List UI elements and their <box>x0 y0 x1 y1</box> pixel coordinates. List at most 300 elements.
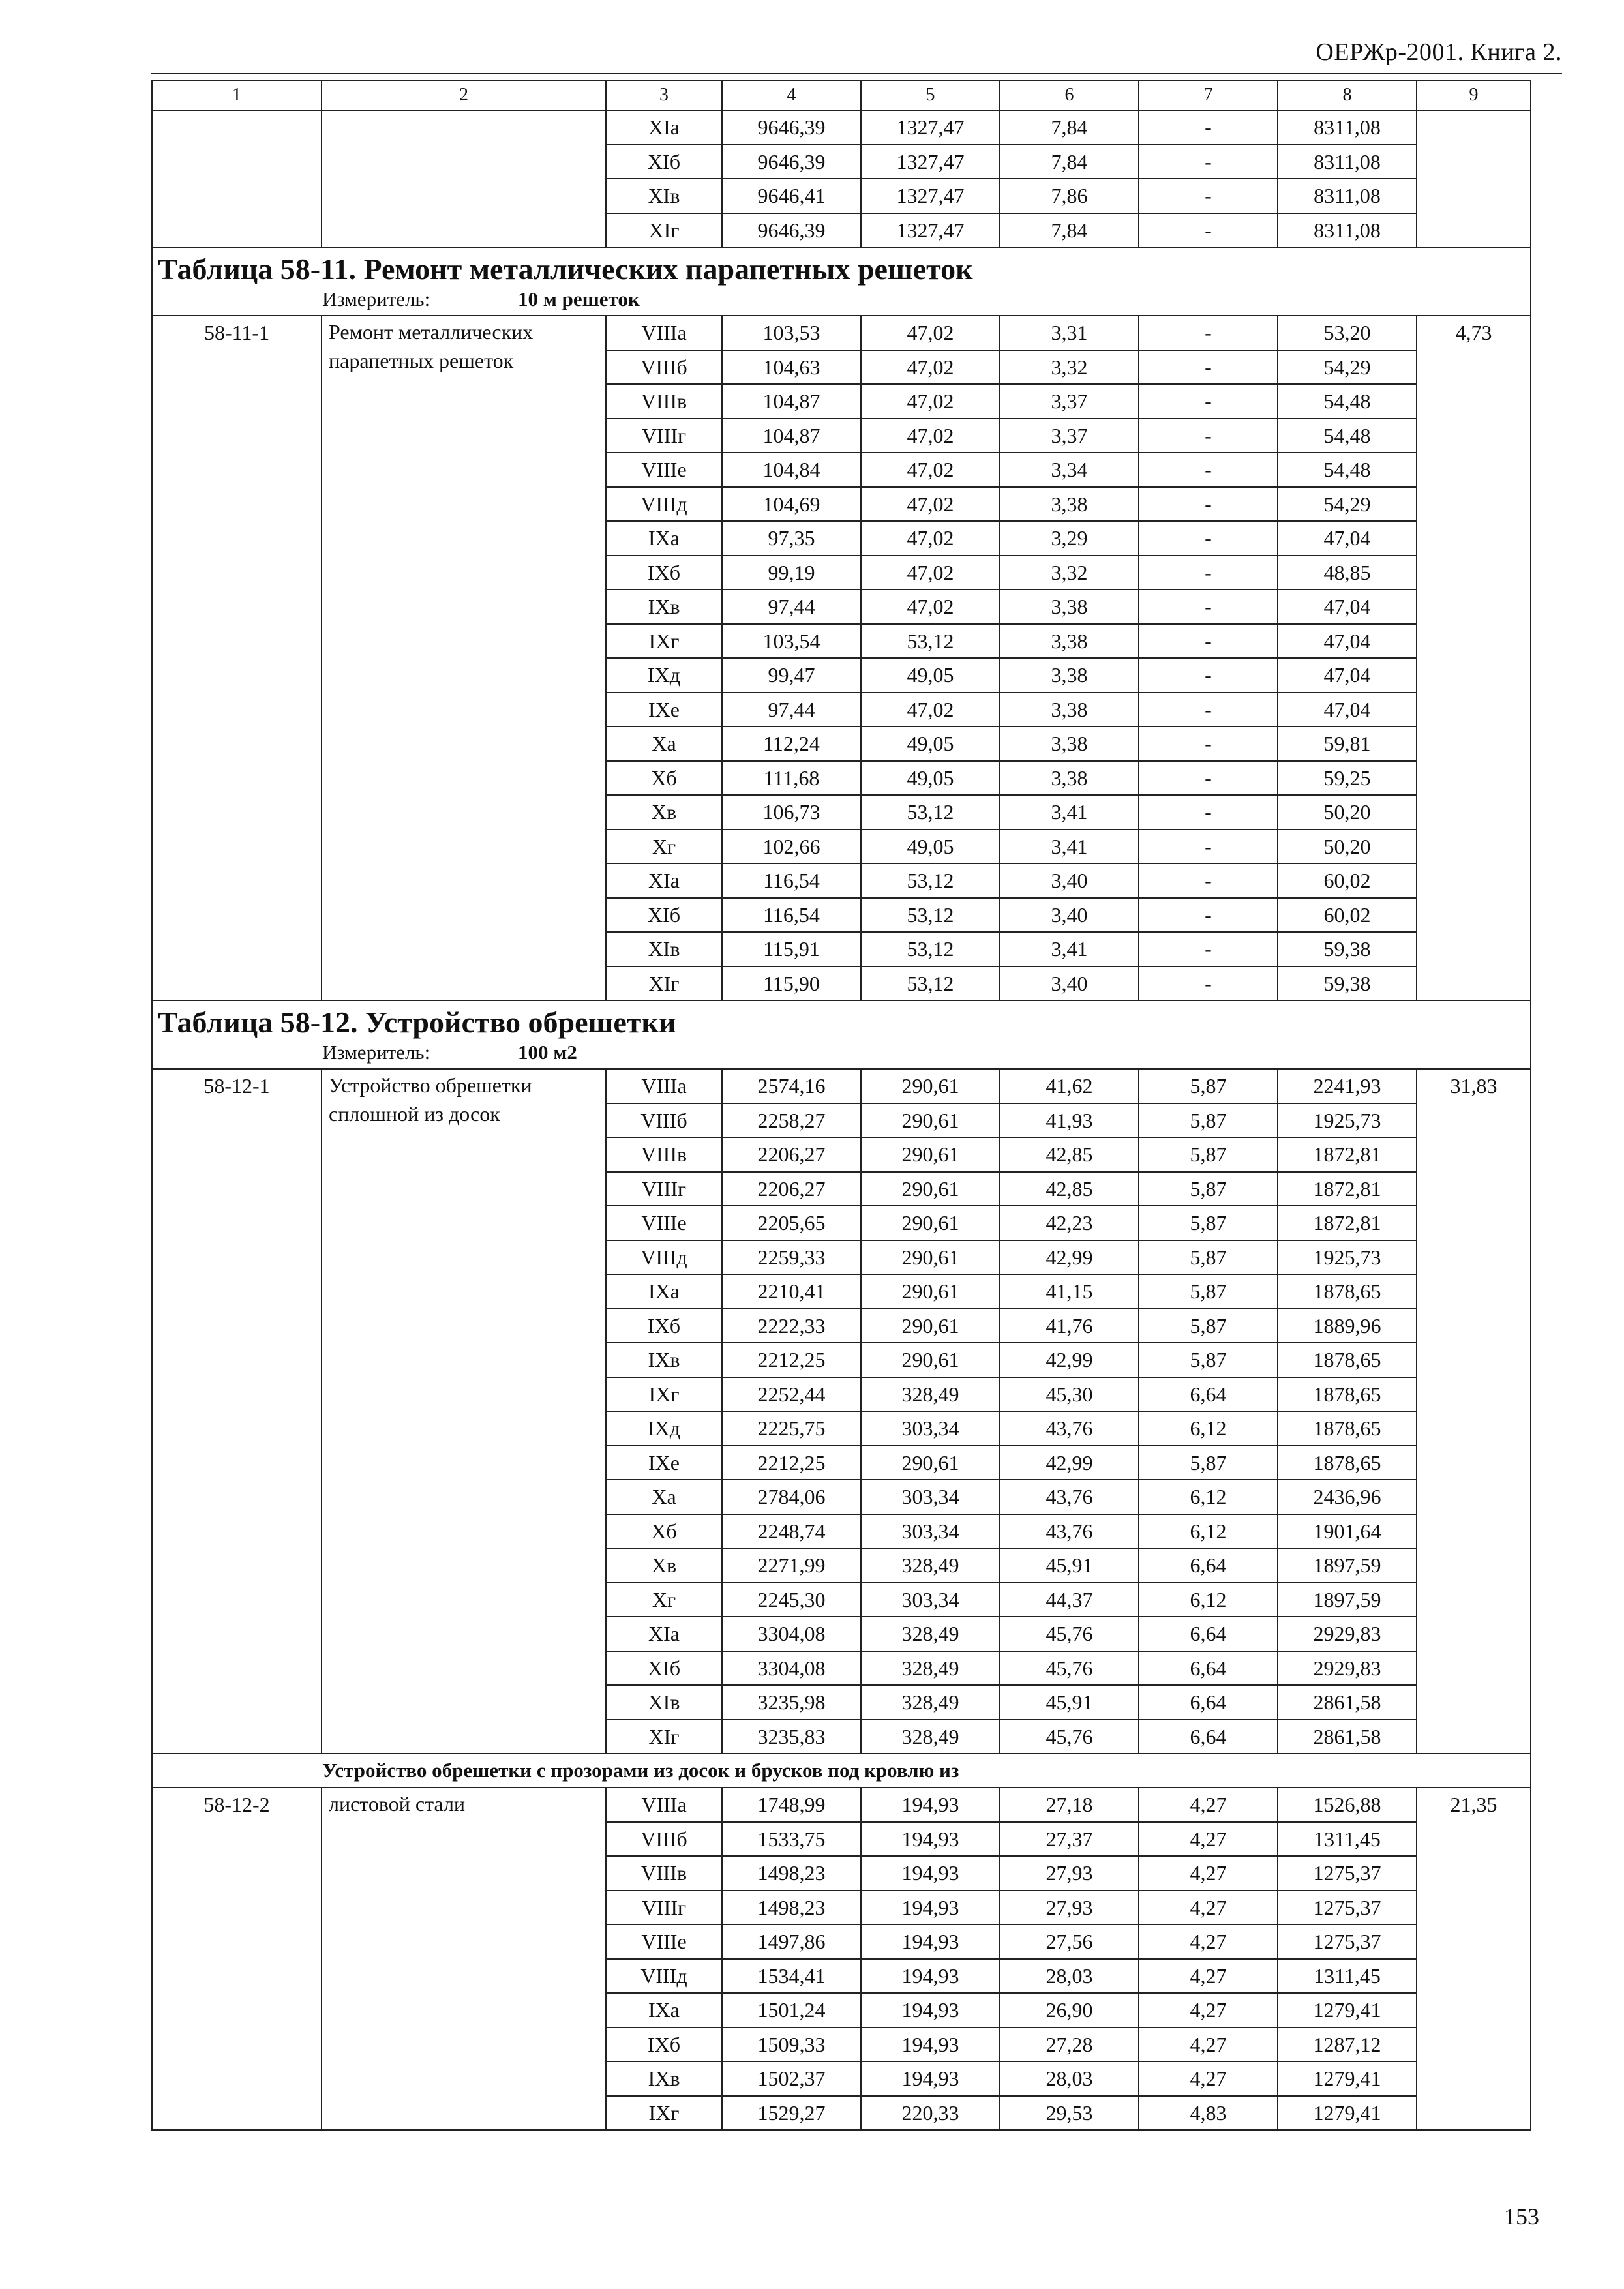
table-cell: 1533,75 <box>722 1822 861 1857</box>
table-cell: 49,05 <box>861 658 1000 693</box>
table-cell: 60,02 <box>1278 898 1417 933</box>
table-cell: IXе <box>606 693 722 727</box>
table-cell: 1502,37 <box>722 2061 861 2096</box>
table-cell: XIб <box>606 898 722 933</box>
table-cell: 2861,58 <box>1278 1720 1417 1754</box>
table-cell: IXа <box>606 521 722 556</box>
table-cell: 53,12 <box>861 863 1000 898</box>
table-cell: 1311,45 <box>1278 1822 1417 1857</box>
table-cell: XIа <box>606 863 722 898</box>
table-cell: VIIIб <box>606 1822 722 1857</box>
table-cell: 220,33 <box>861 2096 1000 2131</box>
table-cell: 2206,27 <box>722 1172 861 1206</box>
table-cell: 27,93 <box>1000 1891 1139 1925</box>
table-cell: 41,15 <box>1000 1274 1139 1309</box>
table-cell: 43,76 <box>1000 1480 1139 1514</box>
table-cell: 42,99 <box>1000 1343 1139 1377</box>
table-cell: 45,91 <box>1000 1685 1139 1720</box>
row-col9: 21,35 <box>1417 1788 1531 2130</box>
table-cell: 194,93 <box>861 2061 1000 2096</box>
table-cell: - <box>1139 795 1278 830</box>
table-cell: XIг <box>606 966 722 1001</box>
table-cell: 9646,39 <box>722 110 861 145</box>
row-col9: 31,83 <box>1417 1069 1531 1754</box>
table-cell: 47,04 <box>1278 590 1417 624</box>
table-cell: 1878,65 <box>1278 1377 1417 1412</box>
table-cell: 290,61 <box>861 1274 1000 1309</box>
table-cell: IXд <box>606 1411 722 1446</box>
table-cell: XIг <box>606 213 722 248</box>
table-cell: 2248,74 <box>722 1514 861 1549</box>
table-title: Таблица 58-11. Ремонт металлических парапетных решеток <box>158 252 973 286</box>
table-cell: 7,84 <box>1000 110 1139 145</box>
table-row <box>152 316 1531 350</box>
table-cell: 97,44 <box>722 590 861 624</box>
row-description-empty <box>322 110 606 247</box>
table-cell: 97,44 <box>722 693 861 727</box>
table-cell: 47,02 <box>861 350 1000 385</box>
table-cell: 53,12 <box>861 932 1000 966</box>
table-cell: - <box>1139 590 1278 624</box>
table-cell: 3304,08 <box>722 1617 861 1651</box>
table-cell: VIIIв <box>606 1137 722 1172</box>
row-code: 58-11-1 <box>152 316 322 1000</box>
table-cell: 1311,45 <box>1278 1959 1417 1994</box>
table-cell: 4,27 <box>1139 1822 1278 1857</box>
table-cell: 1534,41 <box>722 1959 861 1994</box>
table-cell: 6,12 <box>1139 1514 1278 1549</box>
table-cell: IXв <box>606 2061 722 2096</box>
table-cell: 41,76 <box>1000 1309 1139 1343</box>
table-cell: 1872,81 <box>1278 1137 1417 1172</box>
table-cell: 43,76 <box>1000 1514 1139 1549</box>
table-row <box>152 1788 1531 1822</box>
table-cell: 2861,58 <box>1278 1685 1417 1720</box>
table-cell: 4,27 <box>1139 1891 1278 1925</box>
table-cell: 27,28 <box>1000 2027 1139 2062</box>
table-cell: 4,27 <box>1139 2027 1278 2062</box>
table-cell: 3235,98 <box>722 1685 861 1720</box>
table-cell: VIIIе <box>606 453 722 487</box>
table-cell: Xг <box>606 1583 722 1617</box>
table-cell: Xв <box>606 795 722 830</box>
table-cell: - <box>1139 726 1278 761</box>
table-cell: 60,02 <box>1278 863 1417 898</box>
table-cell: 103,54 <box>722 624 861 659</box>
table-cell: - <box>1139 693 1278 727</box>
table-cell: 5,87 <box>1139 1137 1278 1172</box>
column-number-row <box>152 80 1531 110</box>
table-cell: 3,31 <box>1000 316 1139 350</box>
table-cell: 1748,99 <box>722 1788 861 1822</box>
table-cell: 7,86 <box>1000 179 1139 213</box>
table-cell: 290,61 <box>861 1309 1000 1343</box>
table-cell: 290,61 <box>861 1172 1000 1206</box>
table-cell: 47,04 <box>1278 521 1417 556</box>
table-cell: 106,73 <box>722 795 861 830</box>
table-cell: IXа <box>606 1993 722 2027</box>
table-cell: 290,61 <box>861 1137 1000 1172</box>
table-cell: 47,02 <box>861 693 1000 727</box>
table-cell: - <box>1139 384 1278 419</box>
subheading-row <box>152 1754 1531 1788</box>
table-cell: 1327,47 <box>861 110 1000 145</box>
table-cell: 1889,96 <box>1278 1309 1417 1343</box>
table-cell: 3,41 <box>1000 932 1139 966</box>
table-cell: 47,04 <box>1278 693 1417 727</box>
column-number: 3 <box>606 80 722 110</box>
table-cell: 2206,27 <box>722 1137 861 1172</box>
table-cell: 1497,86 <box>722 1924 861 1959</box>
table-cell: XIг <box>606 1720 722 1754</box>
table-cell: 45,76 <box>1000 1617 1139 1651</box>
table-cell: - <box>1139 521 1278 556</box>
table-cell: 2205,65 <box>722 1206 861 1240</box>
table-cell: XIв <box>606 179 722 213</box>
table-cell: 290,61 <box>861 1446 1000 1480</box>
column-number: 8 <box>1278 80 1417 110</box>
table-cell: 41,93 <box>1000 1103 1139 1138</box>
table-cell: 6,64 <box>1139 1685 1278 1720</box>
table-cell: - <box>1139 863 1278 898</box>
table-cell: Xа <box>606 1480 722 1514</box>
table-cell: 27,56 <box>1000 1924 1139 1959</box>
table-cell: 328,49 <box>861 1720 1000 1754</box>
table-cell: 290,61 <box>861 1343 1000 1377</box>
section-58-12 <box>152 1000 1531 1069</box>
table-cell: 5,87 <box>1139 1446 1278 1480</box>
table-cell: Xб <box>606 761 722 796</box>
subheading-text: Устройство обрешетки с прозорами из досок и брусков под кровлю из <box>322 1759 959 1782</box>
column-number: 9 <box>1417 80 1531 110</box>
table-cell: 43,76 <box>1000 1411 1139 1446</box>
table-cell: 2929,83 <box>1278 1651 1417 1686</box>
table-cell: - <box>1139 110 1278 145</box>
table-cell: 303,34 <box>861 1411 1000 1446</box>
table-cell: 104,63 <box>722 350 861 385</box>
table-cell: - <box>1139 316 1278 350</box>
table-cell: 47,02 <box>861 384 1000 419</box>
table-cell: 3,41 <box>1000 830 1139 864</box>
table-cell: IXг <box>606 624 722 659</box>
table-cell: 1925,73 <box>1278 1103 1417 1138</box>
table-cell: VIIIе <box>606 1206 722 1240</box>
table-cell: 4,27 <box>1139 1993 1278 2027</box>
table-cell: IXд <box>606 658 722 693</box>
table-cell: 1327,47 <box>861 213 1000 248</box>
table-cell: VIIIа <box>606 316 722 350</box>
table-cell: 1897,59 <box>1278 1583 1417 1617</box>
table-cell: 3304,08 <box>722 1651 861 1686</box>
table-cell: 1901,64 <box>1278 1514 1417 1549</box>
table-cell: 328,49 <box>861 1548 1000 1583</box>
table-cell: 3,40 <box>1000 898 1139 933</box>
table-cell: - <box>1139 556 1278 590</box>
table-cell: - <box>1139 453 1278 487</box>
table-cell: 3,38 <box>1000 658 1139 693</box>
table-cell: 1529,27 <box>722 2096 861 2131</box>
header-rule <box>151 73 1562 74</box>
table-cell: 5,87 <box>1139 1103 1278 1138</box>
table-cell: 104,87 <box>722 419 861 453</box>
table-cell: 1872,81 <box>1278 1206 1417 1240</box>
table-cell: 5,87 <box>1139 1206 1278 1240</box>
table-cell: 2210,41 <box>722 1274 861 1309</box>
table-cell: 328,49 <box>861 1651 1000 1686</box>
table-cell: VIIIд <box>606 1959 722 1994</box>
column-number: 5 <box>861 80 1000 110</box>
table-cell: 290,61 <box>861 1206 1000 1240</box>
column-number: 7 <box>1139 80 1278 110</box>
table-cell: 194,93 <box>861 1924 1000 1959</box>
table-cell: 53,12 <box>861 624 1000 659</box>
row-col9: 4,73 <box>1417 316 1531 1000</box>
table-cell: - <box>1139 932 1278 966</box>
section-heading <box>152 247 1531 316</box>
table-cell: 104,87 <box>722 384 861 419</box>
table-cell: 1872,81 <box>1278 1172 1417 1206</box>
column-number: 6 <box>1000 80 1139 110</box>
table-cell: 1279,41 <box>1278 1993 1417 2027</box>
table-cell: 54,48 <box>1278 384 1417 419</box>
table-cell: 50,20 <box>1278 830 1417 864</box>
table-cell: IXе <box>606 1446 722 1480</box>
table-cell: 1279,41 <box>1278 2061 1417 2096</box>
table-cell: 3235,83 <box>722 1720 861 1754</box>
table-cell: Xа <box>606 726 722 761</box>
table-cell: 8311,08 <box>1278 145 1417 179</box>
table-cell: 3,32 <box>1000 350 1139 385</box>
table-title: Таблица 58-12. Устройство обрешетки <box>158 1006 676 1039</box>
table-cell: 1275,37 <box>1278 1856 1417 1891</box>
table-cell: XIв <box>606 932 722 966</box>
table-cell: 53,12 <box>861 795 1000 830</box>
table-cell: - <box>1139 179 1278 213</box>
table-cell: 194,93 <box>861 1891 1000 1925</box>
table-cell: 1501,24 <box>722 1993 861 2027</box>
table-cell: 290,61 <box>861 1069 1000 1103</box>
table-cell: 6,64 <box>1139 1377 1278 1412</box>
table-cell: 8311,08 <box>1278 179 1417 213</box>
table-cell: 29,53 <box>1000 2096 1139 2131</box>
table-cell: 303,34 <box>861 1514 1000 1549</box>
table-cell: 54,29 <box>1278 350 1417 385</box>
table-cell: 50,20 <box>1278 795 1417 830</box>
table-cell: 290,61 <box>861 1240 1000 1275</box>
section-58-11 <box>152 247 1531 316</box>
table-cell: - <box>1139 213 1278 248</box>
table-cell: 2241,93 <box>1278 1069 1417 1103</box>
table-cell: XIа <box>606 110 722 145</box>
table-cell: 59,25 <box>1278 761 1417 796</box>
table-cell: 54,48 <box>1278 453 1417 487</box>
table-cell: 27,93 <box>1000 1856 1139 1891</box>
table-cell: 290,61 <box>861 1103 1000 1138</box>
table-cell: 54,29 <box>1278 487 1417 522</box>
table-cell: 8311,08 <box>1278 110 1417 145</box>
table-cell: 42,23 <box>1000 1206 1139 1240</box>
table-cell: 1897,59 <box>1278 1548 1417 1583</box>
table-cell: 1526,88 <box>1278 1788 1417 1822</box>
table-cell: 53,12 <box>861 966 1000 1001</box>
table-cell: - <box>1139 145 1278 179</box>
table-cell: 1878,65 <box>1278 1274 1417 1309</box>
table-cell: 59,81 <box>1278 726 1417 761</box>
table-cell: 53,20 <box>1278 316 1417 350</box>
row-code: 58-12-2 <box>152 1788 322 2130</box>
table-cell: Xг <box>606 830 722 864</box>
row-description: Устройство обрешетки сплошной из досок <box>322 1069 606 1754</box>
table-cell: 3,38 <box>1000 726 1139 761</box>
table-cell: 54,48 <box>1278 419 1417 453</box>
meter-unit: 10 м решеток <box>518 288 640 310</box>
table-cell: 6,64 <box>1139 1617 1278 1651</box>
table-cell: 2271,99 <box>722 1548 861 1583</box>
table-cell: 3,37 <box>1000 384 1139 419</box>
table-cell: 41,62 <box>1000 1069 1139 1103</box>
table-cell: 45,30 <box>1000 1377 1139 1412</box>
table-cell: 2212,25 <box>722 1446 861 1480</box>
table-cell: 2245,30 <box>722 1583 861 1617</box>
row-col9-empty <box>1417 110 1531 247</box>
table-cell: 6,64 <box>1139 1720 1278 1754</box>
table-cell: 103,53 <box>722 316 861 350</box>
table-cell: 2436,96 <box>1278 1480 1417 1514</box>
table-cell: 59,38 <box>1278 966 1417 1001</box>
table-cell: 194,93 <box>861 2027 1000 2062</box>
table-cell: 111,68 <box>722 761 861 796</box>
table-cell: 1327,47 <box>861 145 1000 179</box>
table-cell: 3,38 <box>1000 624 1139 659</box>
table-cell: VIIIа <box>606 1788 722 1822</box>
table-cell: 1509,33 <box>722 2027 861 2062</box>
table-cell: 9646,39 <box>722 213 861 248</box>
row-code-empty <box>152 110 322 247</box>
table-cell: 42,85 <box>1000 1137 1139 1172</box>
table-cell: 5,87 <box>1139 1274 1278 1309</box>
table-cell: - <box>1139 419 1278 453</box>
table-cell: IXб <box>606 2027 722 2062</box>
table-cell: IXг <box>606 2096 722 2131</box>
table-cell: 115,91 <box>722 932 861 966</box>
column-number: 2 <box>322 80 606 110</box>
table-cell: 5,87 <box>1139 1172 1278 1206</box>
table-cell: 6,64 <box>1139 1548 1278 1583</box>
table-cell: - <box>1139 830 1278 864</box>
table-cell: Xб <box>606 1514 722 1549</box>
table-cell: 28,03 <box>1000 1959 1139 1994</box>
table-cell: 47,02 <box>861 556 1000 590</box>
table-cell: 112,24 <box>722 726 861 761</box>
meter-unit: 100 м2 <box>518 1041 577 1064</box>
table-cell: VIIIг <box>606 1891 722 1925</box>
table-cell: 194,93 <box>861 1822 1000 1857</box>
table-cell: 49,05 <box>861 830 1000 864</box>
table-cell: 1878,65 <box>1278 1343 1417 1377</box>
table-cell: 6,64 <box>1139 1651 1278 1686</box>
table-cell: 3,38 <box>1000 487 1139 522</box>
table-cell: IXа <box>606 1274 722 1309</box>
table-cell: 27,37 <box>1000 1822 1139 1857</box>
meter-label: Измеритель: <box>322 288 430 310</box>
table-cell: 1498,23 <box>722 1856 861 1891</box>
table-cell: 1878,65 <box>1278 1446 1417 1480</box>
table-cell: 2252,44 <box>722 1377 861 1412</box>
table-cell: 45,76 <box>1000 1651 1139 1686</box>
table-cell: 4,83 <box>1139 2096 1278 2131</box>
table-cell: 42,99 <box>1000 1240 1139 1275</box>
table-cell: 47,02 <box>861 316 1000 350</box>
table-cell: VIIIд <box>606 1240 722 1275</box>
table-cell: 7,84 <box>1000 145 1139 179</box>
table-cell: VIIIб <box>606 350 722 385</box>
meter-label: Измеритель: <box>322 1041 430 1064</box>
table-cell: 44,37 <box>1000 1583 1139 1617</box>
table-cell: 3,32 <box>1000 556 1139 590</box>
table-cell: - <box>1139 898 1278 933</box>
table-cell: 2574,16 <box>722 1069 861 1103</box>
table-cell: 99,47 <box>722 658 861 693</box>
table-cell: 328,49 <box>861 1377 1000 1412</box>
table-cell: 4,27 <box>1139 1959 1278 1994</box>
table-cell: VIIIб <box>606 1103 722 1138</box>
table-row <box>152 1069 1531 1103</box>
table-cell: 47,04 <box>1278 624 1417 659</box>
table-cell: 1878,65 <box>1278 1411 1417 1446</box>
table-cell: IXб <box>606 556 722 590</box>
table-cell: 2929,83 <box>1278 1617 1417 1651</box>
document-header: ОЕРЖр-2001. Книга 2. <box>1316 38 1562 66</box>
table-cell: XIв <box>606 1685 722 1720</box>
table-cell: 5,87 <box>1139 1069 1278 1103</box>
table-cell: VIIIе <box>606 1924 722 1959</box>
table-cell: 42,99 <box>1000 1446 1139 1480</box>
table-cell: 47,02 <box>861 521 1000 556</box>
table-cell: 9646,39 <box>722 145 861 179</box>
table-cell: IXв <box>606 1343 722 1377</box>
table-cell: XIа <box>606 1617 722 1651</box>
table-cell: 8311,08 <box>1278 213 1417 248</box>
subheading-cell <box>152 1754 1531 1788</box>
table-cell: 104,69 <box>722 487 861 522</box>
table-cell: 5,87 <box>1139 1240 1278 1275</box>
table-cell: 303,34 <box>861 1583 1000 1617</box>
table-cell: 1275,37 <box>1278 1924 1417 1959</box>
table-cell: 194,93 <box>861 1959 1000 1994</box>
table-cell: 3,34 <box>1000 453 1139 487</box>
meter-line <box>153 1040 1530 1068</box>
table-cell: 9646,41 <box>722 179 861 213</box>
table-cell: 3,38 <box>1000 761 1139 796</box>
table-cell: 5,87 <box>1139 1343 1278 1377</box>
table-cell: VIIIа <box>606 1069 722 1103</box>
table-cell: 4,27 <box>1139 1788 1278 1822</box>
rates-table <box>151 80 1531 2131</box>
table-cell: 47,02 <box>861 487 1000 522</box>
table-cell: VIIIг <box>606 1172 722 1206</box>
table-cell: 1498,23 <box>722 1891 861 1925</box>
meter-line <box>153 286 1530 315</box>
table-cell: 1327,47 <box>861 179 1000 213</box>
table-cell: 303,34 <box>861 1480 1000 1514</box>
table-cell: 104,84 <box>722 453 861 487</box>
table-cell: 47,04 <box>1278 658 1417 693</box>
table-cell: - <box>1139 350 1278 385</box>
table-cell: - <box>1139 624 1278 659</box>
table-cell: VIIIд <box>606 487 722 522</box>
row-description: листовой стали <box>322 1788 606 2130</box>
table-cell: - <box>1139 658 1278 693</box>
